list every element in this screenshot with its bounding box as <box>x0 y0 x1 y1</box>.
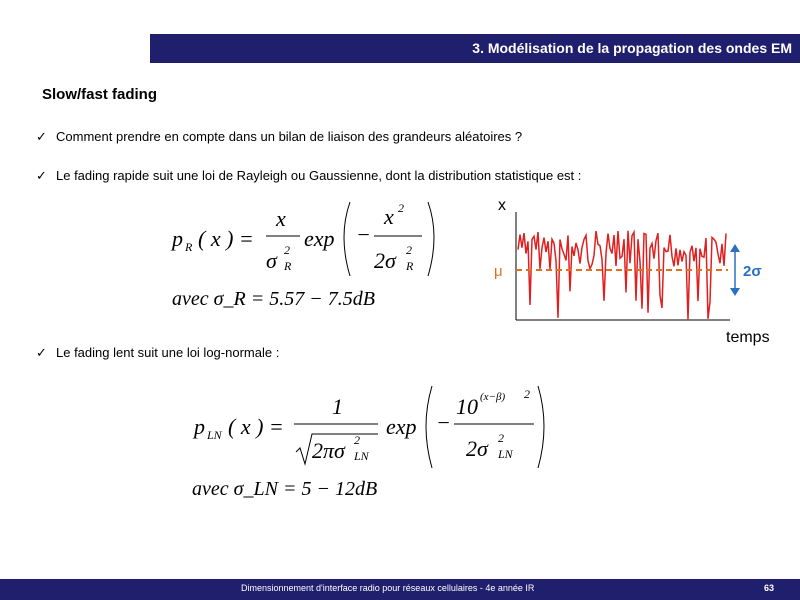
svg-text:R: R <box>406 259 414 273</box>
svg-text:LN: LN <box>354 449 369 463</box>
fading-signal-line <box>518 231 726 319</box>
footer-bar <box>0 579 800 600</box>
bullet-2-text: Le fading rapide suit une loi de Rayleigh ou Gaussienne, dont la distribution statistique est : <box>56 168 582 183</box>
bullet-1-text: Comment prendre en compte dans un bilan de liaison des grandeurs aléatoires ? <box>56 129 523 144</box>
header-bar <box>150 34 800 63</box>
check-icon: ✓ <box>36 168 47 183</box>
rayleigh-avec: avec σ_R = 5.57 − 7.5dB <box>172 288 375 310</box>
svg-text:2: 2 <box>524 387 530 401</box>
lognormal-formula <box>192 380 552 472</box>
svg-text:LN: LN <box>207 428 222 442</box>
page-number: 63 <box>764 583 775 593</box>
svg-text:(x−β): (x−β) <box>480 391 506 403</box>
svg-text:x: x <box>384 204 394 229</box>
fading-chart <box>490 190 790 350</box>
rayleigh-lhs: p <box>172 226 183 251</box>
check-icon: ✓ <box>36 345 47 360</box>
svg-text:2: 2 <box>398 201 404 215</box>
chart-x-label: temps <box>726 329 770 346</box>
svg-text:−: − <box>436 410 451 435</box>
svg-text:10: 10 <box>456 394 478 419</box>
bullet-3 <box>36 345 279 361</box>
svg-text:R: R <box>284 259 292 273</box>
svg-text:LN: LN <box>498 447 513 461</box>
svg-text:( x ) =: ( x ) = <box>198 226 254 251</box>
sigma-arrow-up <box>730 244 740 252</box>
svg-text:2: 2 <box>498 431 504 445</box>
svg-text:2σ: 2σ <box>466 436 488 461</box>
svg-text:−: − <box>356 222 371 247</box>
slide-title: 3. Modélisation de la propagation des ondes EM <box>472 40 792 56</box>
check-icon: ✓ <box>36 129 47 144</box>
svg-text:2: 2 <box>354 433 360 447</box>
bullet-1 <box>36 129 522 145</box>
section-subtitle: Slow/fast fading <box>42 86 158 103</box>
bullet-3-text: Le fading lent suit une loi log-normale : <box>56 345 280 360</box>
rayleigh-formula <box>170 196 450 286</box>
lognormal-formula-svg <box>192 380 552 472</box>
sigma-arrow-down <box>730 288 740 296</box>
svg-text:p: p <box>194 414 205 439</box>
svg-text:2: 2 <box>284 243 290 257</box>
lognormal-avec: avec σ_LN = 5 − 12dB <box>192 478 378 500</box>
sigma-label: 2σ <box>743 263 762 280</box>
svg-text:( x ) =: ( x ) = <box>228 414 284 439</box>
svg-text:σ: σ <box>266 248 277 273</box>
chart-y-label: x <box>498 197 506 214</box>
svg-text:x: x <box>276 206 286 231</box>
bullet-2 <box>36 168 581 184</box>
svg-text:exp: exp <box>386 414 417 439</box>
svg-text:2: 2 <box>406 243 412 257</box>
rayleigh-formula-svg <box>170 196 450 286</box>
svg-text:2σ: 2σ <box>374 248 396 273</box>
svg-text:2πσ: 2πσ <box>312 438 345 463</box>
mean-label: μ <box>494 263 503 280</box>
svg-text:1: 1 <box>332 394 343 419</box>
svg-text:R: R <box>185 240 193 254</box>
svg-text:exp: exp <box>304 226 335 251</box>
footer-text: Dimensionnement d'interface radio pour réseaux cellulaires - 4e année IR <box>241 583 535 593</box>
